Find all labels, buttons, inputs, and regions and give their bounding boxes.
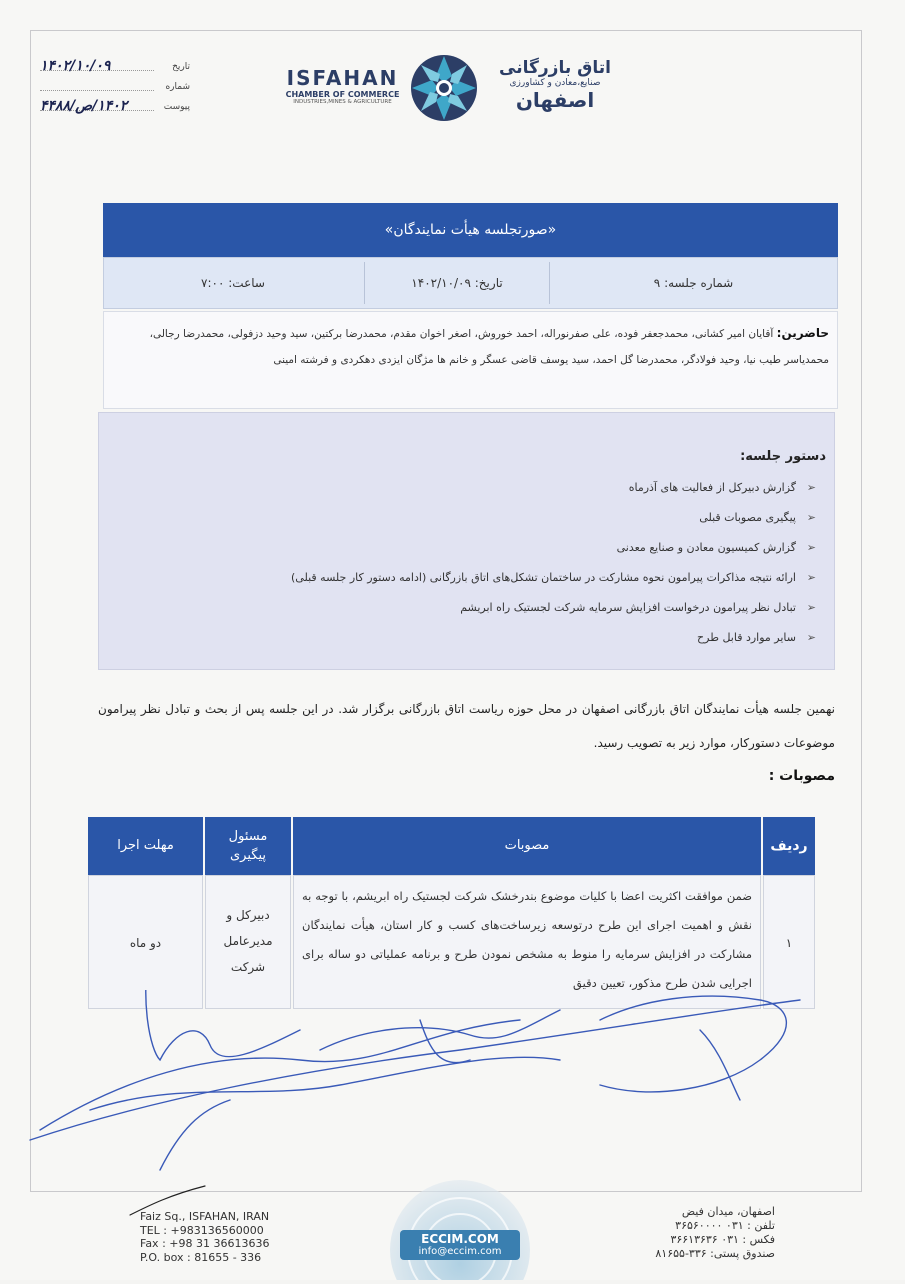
resolutions-heading: مصوبات : <box>768 768 835 784</box>
agenda-item: ➢ گزارش دبیرکل از فعالیت های آذرماه <box>116 475 816 505</box>
arrow-bullet-icon: ➢ <box>806 511 816 524</box>
session-summary: نهمین جلسه هیأت نمایندگان اتاق بازرگانی اصفهان در محل حوزه ریاست اتاق بازرگانی برگزار شد. در این جلسه پس از بحث و تبادل نظر پیرامون موضوعات دستورکار، موارد زیر به تصویب رسید. <box>98 702 835 750</box>
date-value: ۱۴۰۲/۱۰/۰۹ <box>40 58 111 74</box>
footer-web-badge <box>360 1180 560 1280</box>
table-cell-resolution: ضمن موافقت اکثریت اعضا با کلیات موضوع بندرخشک شرکت لجستیک راه ابریشم، با توجه به نقش و اهمیت اجرای این طرح درتوسعه زیرساخت‌های کسب و کار استان، هیأت نمایندگان مشارکت در افزایش سرمایه را منوط به مشخص نمودن طرح و برنامه عملیاتی دو ساله برای اجرایی شدن طرح مذکور، تعیین دقیق <box>293 875 761 1009</box>
attachment-label: پیوست <box>163 102 190 112</box>
footer-contact-fa <box>655 1205 775 1261</box>
footer-pobox-en: P.O. box : 81655 - 336 <box>140 1250 262 1264</box>
arrow-bullet-icon: ➢ <box>806 631 816 644</box>
footer-fax-fa: فکس : ۰۳۱ ۳۶۶۱۳۶۳۶ <box>670 1233 775 1246</box>
minutes-title: «صورتجلسه هیأت نمایندگان» <box>103 203 838 257</box>
session-time: ساعت: ۷:۰۰ <box>201 276 265 290</box>
header-responsible: مسئول پیگیری <box>205 817 291 875</box>
date-row <box>40 58 190 78</box>
logo-persian: اتاق بازرگانی صنایع،معادن و کشاورزی اصفهان <box>499 58 611 112</box>
arrow-bullet-icon: ➢ <box>806 481 816 494</box>
table-cell-deadline: دو ماه <box>88 875 203 1009</box>
attendees-label: حاضرین: <box>776 326 829 340</box>
attachment-value: ۱۴۰۲/ص/۴۴۸۸ <box>40 98 128 114</box>
agenda-box <box>98 412 835 670</box>
attendees-list: آقایان امیر کشانی، محمدجعفر فوده، علی صفرنوراله، احمد خوروش، اصغر اخوان مقدم، محمدرضا برکتین، سید وحید دزفولی، محمدرضا رجالی، محمدیاسر طیب نیا، وحید فولادگر، محمدرضا گل احمد، سید یوسف قاضی عسگر و خانم ها مژگان ایزدی دهکردی و فرشته امینی <box>149 328 829 366</box>
agenda-title: دستور جلسه: <box>740 449 826 464</box>
attachment-row <box>40 98 190 118</box>
logo-english: ISFAHAN CHAMBER OF COMMERCE INDUSTRIES,MINES & AGRICULTURE <box>285 66 400 105</box>
chamber-logo <box>280 52 625 124</box>
footer-address-en: Faiz Sq., ISFAHAN, IRAN <box>140 1210 270 1223</box>
chamber-emblem-icon <box>408 52 480 124</box>
session-number: شماره جلسه: ۹ <box>653 276 734 290</box>
table-cell-row: ۱ <box>763 875 815 1009</box>
agenda-item: ➢ تبادل نظر پیرامون درخواست افزایش سرمایه شرکت لجستیک راه ابریشم <box>116 595 816 625</box>
footer-website: ECCIM.COM <box>421 1232 499 1246</box>
footer-contact-en <box>140 1210 269 1264</box>
letter-meta <box>40 58 190 118</box>
session-info-row <box>103 257 838 309</box>
footer-globe-icon <box>360 1180 560 1280</box>
session-date: تاریخ: ۱۴۰۲/۱۰/۰۹ <box>411 276 503 290</box>
footer-address-fa: اصفهان، میدان فیض <box>681 1205 775 1218</box>
footer-pobox-fa: صندوق پستی: ۳۳۶-۸۱۶۵۵ <box>655 1247 775 1260</box>
date-label: تاریخ <box>172 62 190 72</box>
agenda-item: ➢ پیگیری مصوبات قبلی <box>116 505 816 535</box>
agenda-item: ➢ ارائه نتیجه مذاکرات پیرامون نحوه مشارکت در ساختمان تشکل‌های اتاق بازرگانی (ادامه دستور کار جلسه قبلی) <box>116 565 816 595</box>
table-cell-responsible: دبیرکل و مدیرعامل شرکت <box>205 875 291 1009</box>
resolutions-table <box>88 817 815 1009</box>
agenda-list <box>116 475 816 655</box>
number-row <box>40 78 190 98</box>
header-deadline: مهلت اجرا <box>88 817 203 875</box>
header-row: ردیف <box>763 817 815 875</box>
agenda-item: ➢ گزارش کمیسیون معادن و صنایع معدنی <box>116 535 816 565</box>
number-label: شماره <box>165 82 190 92</box>
attendees-box <box>103 311 838 409</box>
footer-fax-en: Fax : +98 31 36613636 <box>140 1237 270 1250</box>
header-resolution: مصوبات <box>293 817 761 875</box>
agenda-item: ➢ سایر موارد قابل طرح <box>116 625 816 655</box>
arrow-bullet-icon: ➢ <box>806 541 816 554</box>
footer-email: info@eccim.com <box>418 1246 502 1257</box>
footer-tel-fa: تلفن : ۰۳۱ ۳۶۵۶۰۰۰۰ <box>675 1219 775 1232</box>
footer-tel-en: TEL : +983136560000 <box>140 1223 264 1237</box>
arrow-bullet-icon: ➢ <box>806 601 816 614</box>
arrow-bullet-icon: ➢ <box>806 571 816 584</box>
